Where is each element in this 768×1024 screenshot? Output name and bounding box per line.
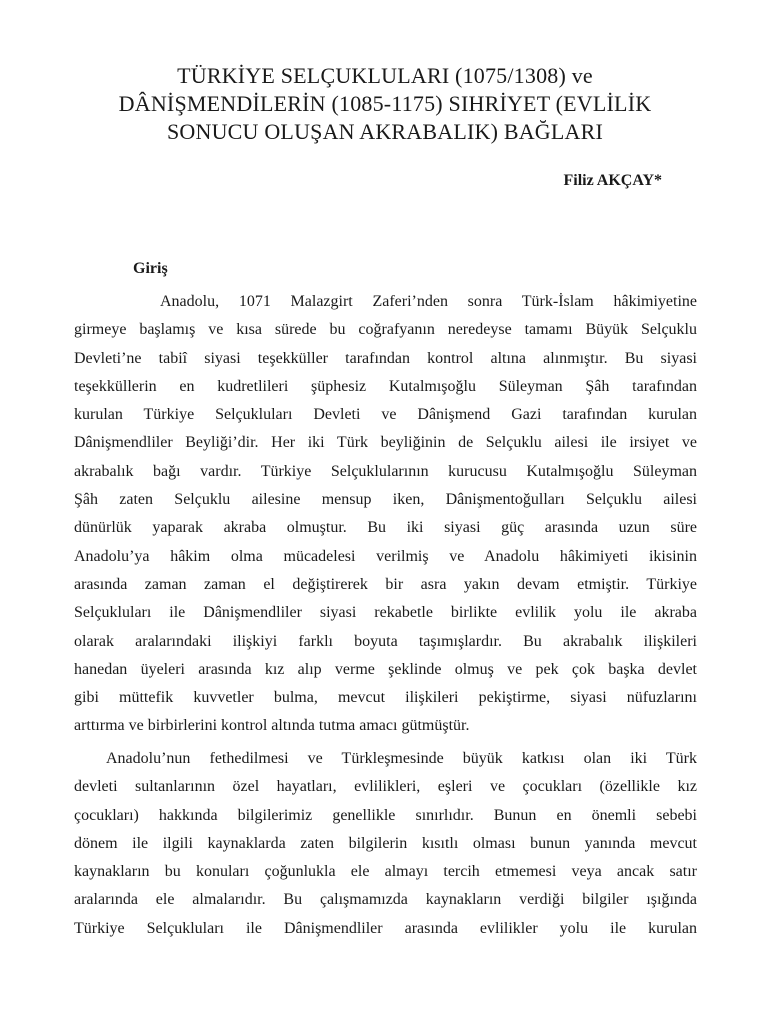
text-line: girmeye başlamış ve kısa sürede bu coğrafyanın neredeyse tamamı Büyük Selçuklu	[74, 321, 697, 339]
text-line: Selçukluları ile Dânişmendliler siyasi rekabetle birlikte evlilik yolu ile akraba	[74, 604, 697, 622]
text-line: Türkiye Selçukluları ile Dânişmendliler arasında evlilikler yolu ile kurulan	[74, 919, 697, 937]
text-line: dünürlük yaparak akraba olmuştur. Bu iki siyasi güç arasında uzun süre	[74, 519, 697, 537]
text-line: kurulan Türkiye Selçukluları Devleti ve Dânişmend Gazi tarafından kurulan	[74, 406, 697, 424]
text-line: aralarında ele almalarıdır. Bu çalışmamızda kaynakların verdiği bilgiler ışığında	[74, 891, 697, 909]
text-line: Anadolu’nun fethedilmesi ve Türkleşmesinde büyük katkısı olan iki Türk	[106, 750, 697, 767]
text-line: olarak aralarındaki ilişkiyi farklı boyuta taşımışlardır. Bu akrabalık ilişkileri	[74, 632, 697, 650]
text-line: akrabalık bağı vardır. Türkiye Selçuklularının kurucusu Kutalmışoğlu Süleyman	[74, 462, 697, 480]
text-line: kaynakların bu konuları çoğunlukla ele almayı tercih etmemesi veya ancak satır	[74, 863, 697, 881]
title-line: SONUCU OLUŞAN AKRABALIK) BAĞLARI	[166, 119, 604, 144]
text-line: çocukları) hakkında bilgilerimiz genellikle sınırlıdır. Bunun en önemli sebebi	[74, 806, 697, 824]
paragraph-2	[74, 745, 697, 943]
text-line: Anadolu’ya hâkim olma mücadelesi verilmiş ve Anadolu hâkimiyeti ikisinin	[74, 547, 697, 565]
text-line: Devleti’ne tabiî siyasi teşekküller tarafından kontrol altına alınmıştır. Bu siyasi	[74, 349, 697, 367]
paragraph-1	[74, 288, 697, 741]
text-line: gibi müttefik kuvvetler bulma, mevcut ilişkileri pekiştirme, siyasi nüfuzlarını	[74, 689, 697, 707]
title-line: DÂNİŞMENDİLERİN (1085-1175) SIHRİYET (EVLİLİK	[118, 91, 652, 116]
text-line: Anadolu, 1071 Malazgirt Zaferi’nden sonra Türk-İslam hâkimiyetine	[160, 293, 697, 310]
text-line: dönem ile ilgili kaynaklarda zaten bilgilerin kısıtlı olması bunun yanında mevcut	[74, 834, 697, 852]
author-name: Filiz AKÇAY*	[563, 172, 662, 189]
text-line: arasında zaman zaman el değiştirerek bir asra yakın devam etmiştir. Türkiye	[74, 575, 697, 593]
title-line: TÜRKİYE SELÇUKLULARI (1075/1308) ve	[177, 63, 593, 88]
text-line: arttırma ve birbirlerini kontrol altında tutma amacı gütmüştür.	[74, 717, 470, 735]
text-line: devleti sultanlarının özel hayatları, evlilikleri, eşleri ve çocukları (özellikle kız	[74, 778, 697, 796]
text-line: Dânişmendliler Beyliği’dir. Her iki Türk beyliğinin de Selçuklu ailesi ile irsiyet ve	[74, 434, 697, 452]
document-title	[74, 62, 696, 146]
text-line: Şâh zaten Selçuklu ailesine mensup iken, Dânişmentoğulları Selçuklu ailesi	[74, 491, 697, 509]
text-line: teşekküllerin en kudretlileri şüphesiz Kutalmışoğlu Süleyman Şâh tarafından	[74, 377, 697, 395]
text-line: hanedan üyeleri arasında kız alıp verme şeklinde olmuş ve pek çok başka devlet	[74, 660, 697, 678]
section-heading: Giriş	[133, 260, 168, 277]
